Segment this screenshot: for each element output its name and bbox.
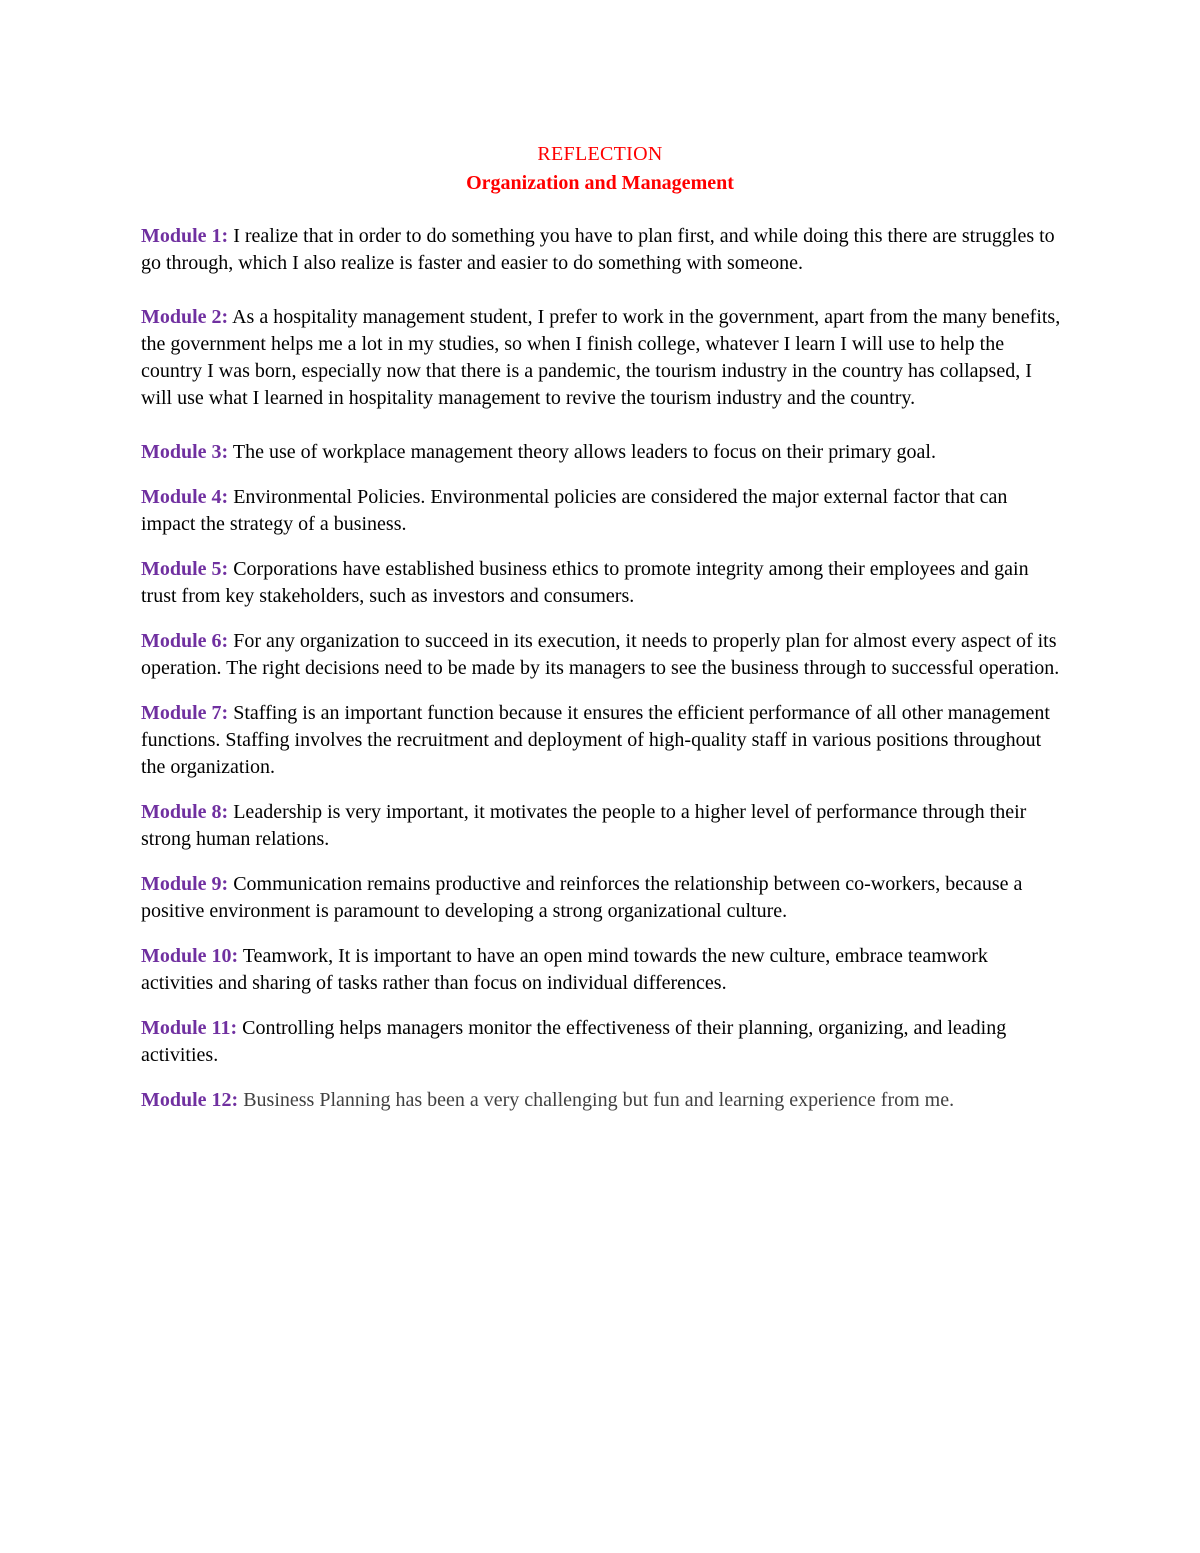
module-paragraph-6 (141, 628, 1063, 682)
module-paragraph-5 (141, 556, 1063, 610)
module-text: Communication remains productive and reinforces the relationship between co-workers, because a positive environment is paramount to developing a strong organizational culture. (141, 873, 1023, 922)
module-text: The use of workplace management theory allows leaders to focus on their primary goal. (228, 441, 936, 463)
module-text: Staffing is an important function because it ensures the efficient performance of all other management functions. Staffing involves the recruitment and deployment of high-quality staff in various positions throughout the organization. (141, 702, 1050, 778)
module-paragraph-9 (141, 871, 1063, 925)
module-label: Module 8: (141, 801, 229, 823)
module-text: Environmental Policies. Environmental policies are considered the major external factor that can impact the strategy of a business. (141, 486, 1008, 535)
module-text: Controlling helps managers monitor the effectiveness of their planning, organizing, and leading activities. (141, 1017, 1007, 1066)
document-header (0, 140, 1200, 198)
module-paragraph-3 (141, 439, 1063, 466)
document-subtitle: Organization and Management (466, 172, 734, 194)
module-text: As a hospitality management student, I prefer to work in the government, apart from the many benefits, the government helps me a lot in my studies, so when I finish college, whatever I learn I will use to help the country I was born, especially now that there is a pandemic, the tourism industry in the country has collapsed, I will use what I learned in hospitality management to revive the tourism industry and the country. (141, 306, 1061, 409)
module-paragraph-4 (141, 484, 1063, 538)
module-text: Leadership is very important, it motivates the people to a higher level of performance through their strong human relations. (141, 801, 1027, 850)
module-text: Teamwork, It is important to have an open mind towards the new culture, embrace teamwork activities and sharing of tasks rather than focus on individual differences. (141, 945, 988, 994)
modules-list (141, 223, 1063, 1114)
module-paragraph-1 (141, 223, 1063, 277)
module-label: Module 7: (141, 702, 229, 724)
module-label: Module 6: (141, 630, 229, 652)
module-label: Module 11: (141, 1017, 238, 1039)
module-label: Module 2: (141, 306, 229, 328)
module-label: Module 4: (141, 486, 229, 508)
module-label: Module 5: (141, 558, 229, 580)
module-label: Module 9: (141, 873, 229, 895)
module-text: Corporations have established business ethics to promote integrity among their employees and gain trust from key stakeholders, such as investors and consumers. (141, 558, 1029, 607)
module-paragraph-2 (141, 304, 1063, 412)
module-paragraph-12 (141, 1087, 1063, 1114)
module-label: Module 3: (141, 441, 229, 463)
module-paragraph-8 (141, 799, 1063, 853)
module-text: For any organization to succeed in its execution, it needs to properly plan for almost every aspect of its operation. The right decisions need to be made by its managers to see the business through to successful operation. (141, 630, 1060, 679)
module-paragraph-10 (141, 943, 1063, 997)
module-paragraph-11 (141, 1015, 1063, 1069)
module-text: Business Planning has been a very challenging but fun and learning experience from me. (238, 1089, 955, 1111)
module-label: Module 10: (141, 945, 239, 967)
module-label: Module 1: (141, 225, 229, 247)
module-paragraph-7 (141, 700, 1063, 781)
module-label: Module 12: (141, 1089, 239, 1111)
module-text: I realize that in order to do something you have to plan first, and while doing this there are struggles to go through, which I also realize is faster and easier to do something with someone. (141, 225, 1055, 274)
document-title: REFLECTION (537, 143, 663, 165)
